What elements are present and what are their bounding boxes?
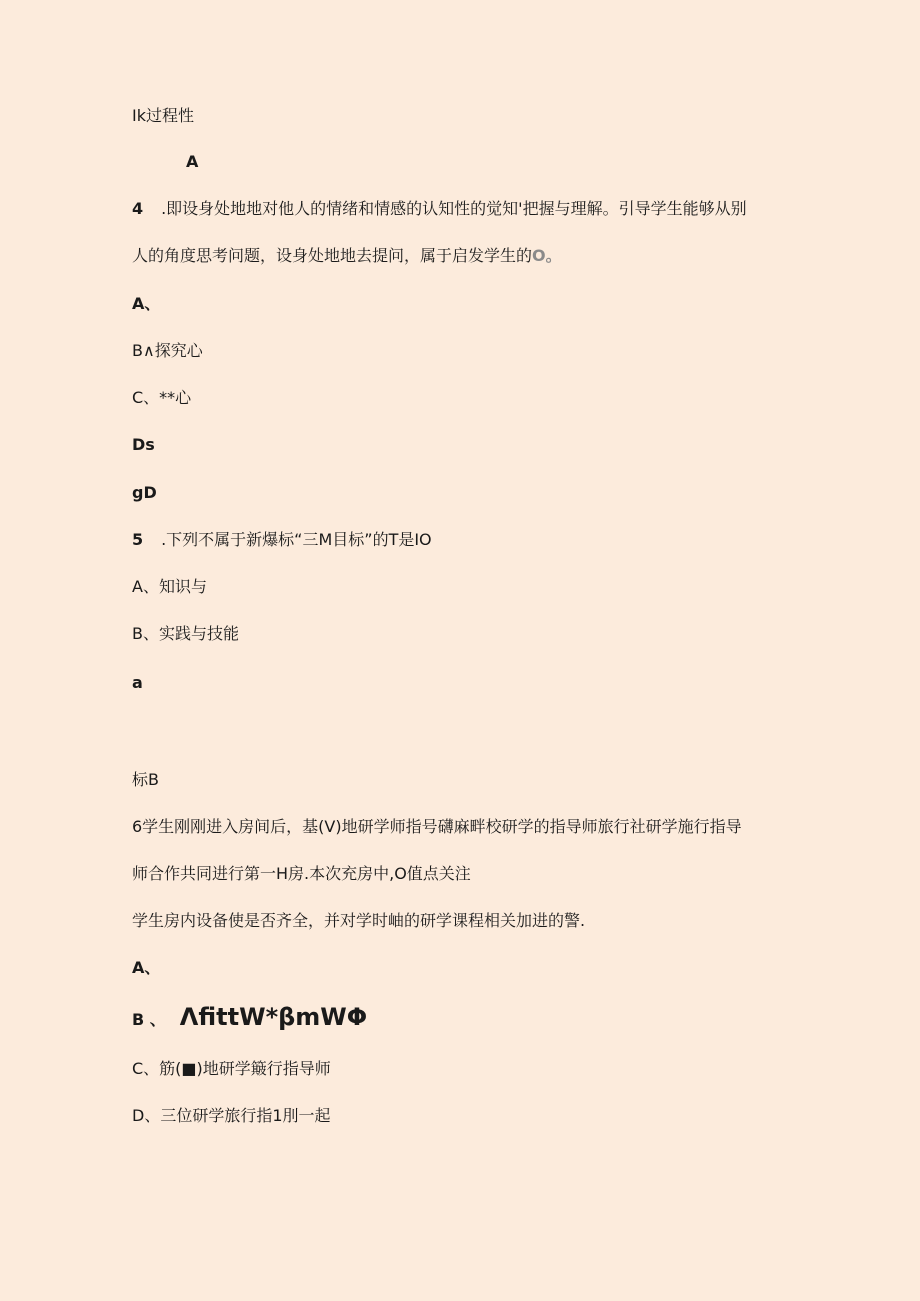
question-text: 学生房内设备使是否齐全，并对学时岫的研学课程相关加进的警. <box>132 911 586 930</box>
option-text: C、筋(■)地研学簸行指导师 <box>132 1059 331 1078</box>
answer-line <box>132 482 157 504</box>
answer-blank: O。 <box>532 246 562 265</box>
option-d <box>132 1105 331 1127</box>
option-text: C、**心 <box>132 388 192 407</box>
option-text: A、知识与 <box>132 577 207 596</box>
option-b <box>132 340 203 362</box>
option-a <box>132 576 207 598</box>
question-4 <box>132 198 747 220</box>
option-c <box>132 1058 331 1080</box>
question-6-continued <box>132 863 471 885</box>
question-6 <box>132 816 742 838</box>
question-5 <box>132 529 432 551</box>
question-number: 4 <box>132 199 144 218</box>
text-line <box>132 105 194 127</box>
option-text: A、 <box>132 294 161 313</box>
question-4-continued <box>132 245 562 267</box>
option-text: Ds <box>132 435 155 454</box>
answer-text: gD <box>132 483 157 502</box>
option-text: B∧探究心 <box>132 341 203 360</box>
question-text: 6学生刚刚进入房间后，基(V)地研学师指号礴麻畔校研学的指导师旅行社研学施行指导 <box>132 817 742 836</box>
option-b <box>132 623 239 645</box>
option-d <box>132 434 155 456</box>
option-c <box>132 387 191 409</box>
question-text: .下列不属于新爆标“三M目标”的T是IO <box>161 530 432 549</box>
option-b <box>132 1002 367 1032</box>
option-c <box>132 672 143 694</box>
answer-text: 标B <box>132 770 159 789</box>
option-text: ΛfittW*βmWΦ <box>179 1003 368 1031</box>
option-text: B、实践与技能 <box>132 624 239 643</box>
question-text: 人的角度思考问题，设身处地地去提问，属于启发学生的 <box>132 246 533 265</box>
answer-line <box>132 769 159 791</box>
option-a <box>132 293 160 315</box>
option-a <box>132 957 160 979</box>
option-text: A、 <box>132 958 161 977</box>
question-text: 师合作共同进行第一H房.本次充房中,O值点关注 <box>132 864 471 883</box>
option-text: a <box>132 673 143 692</box>
option-prefix: B 、 <box>132 1010 166 1029</box>
question-6-continued <box>132 910 585 932</box>
question-text: .即设身处地地对他人的情绪和情感的认知性的觉知'把握与理解。引导学生能够从别 <box>161 199 747 218</box>
option-text: D、三位研学旅行指1刖一起 <box>132 1106 331 1125</box>
line-text: A <box>186 152 199 171</box>
answer-label <box>186 151 198 173</box>
question-number: 5 <box>132 530 144 549</box>
line-text: Ik过程性 <box>132 106 194 125</box>
